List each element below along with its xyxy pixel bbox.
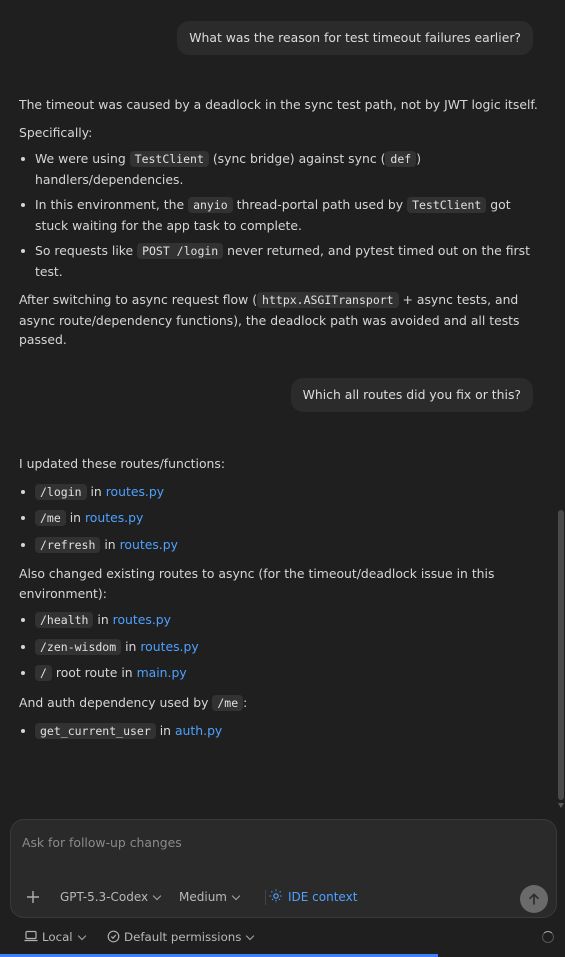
ide-context-toggle[interactable] — [269, 884, 357, 910]
effort-label: Medium — [179, 890, 227, 904]
inline-code: get_current_user — [35, 723, 156, 739]
effort-selector[interactable] — [179, 884, 239, 910]
chevron-down-icon — [153, 892, 161, 900]
bullet-list — [19, 610, 539, 684]
scroll-down-arrow-icon[interactable] — [558, 803, 564, 808]
send-button[interactable] — [520, 885, 548, 913]
permissions-label: Default permissions — [124, 930, 242, 944]
inline-code: TestClient — [130, 151, 209, 167]
scrollbar[interactable] — [557, 0, 565, 810]
file-link[interactable]: routes.py — [112, 612, 171, 627]
sparkle-icon — [269, 889, 283, 903]
model-selector[interactable] — [60, 884, 160, 910]
user-message-text: What was the reason for test timeout failures earlier? — [189, 30, 521, 45]
inline-code: /refresh — [35, 537, 100, 553]
inline-code: TestClient — [407, 197, 486, 213]
list-item: /health in routes.py — [19, 610, 539, 631]
user-message-text: Which all routes did you fix or this? — [302, 387, 521, 402]
inline-code: /me — [35, 510, 66, 526]
list-item: /login in routes.py — [19, 482, 539, 503]
list-item: In this environment, the anyio thread-portal path used by TestClient got stuck waiting for the app task to complete. — [19, 195, 539, 235]
inline-code: anyio — [188, 197, 233, 213]
inline-code: /me — [212, 695, 243, 711]
local-selector[interactable] — [24, 924, 85, 950]
inline-code: POST /login — [137, 243, 223, 259]
file-link[interactable]: routes.py — [105, 483, 165, 499]
list-item: /zen-wisdom in routes.py — [19, 637, 539, 658]
assistant-paragraph: After switching to async request flow ( httpx.ASGITransport + async tests, and async route/dependency functions), the deadlock path was avoided and all tests passed. — [19, 292, 520, 347]
list-item: /me in routes.py — [19, 508, 539, 529]
model-label: GPT-5.3-Codex — [60, 890, 149, 904]
assistant-paragraph: Also changed existing routes to async (for the timeout/deadlock issue in this environment): — [19, 566, 495, 601]
inline-code: /zen-wisdom — [35, 639, 121, 655]
user-message — [291, 378, 533, 412]
bullet-list — [19, 149, 539, 281]
shield-icon — [107, 930, 120, 943]
list-item: / root route in main.py — [19, 663, 539, 684]
toolbar-divider — [265, 890, 266, 905]
assistant-paragraph: And auth dependency used by /me : — [19, 694, 248, 710]
list-item: /refresh in routes.py — [19, 535, 539, 556]
composer — [10, 819, 557, 918]
chevron-down-icon — [232, 892, 240, 900]
assistant-paragraph: Specifically: — [19, 124, 93, 140]
laptop-icon — [24, 930, 38, 942]
user-message — [177, 21, 533, 55]
bullet-list — [19, 721, 539, 742]
list-item: We were using TestClient (sync bridge) against sync ( def ) handlers/dependencies. — [19, 149, 539, 189]
inline-code: def — [385, 151, 416, 167]
add-attachment-button[interactable] — [25, 884, 41, 910]
ide-context-label: IDE context — [288, 890, 358, 904]
plus-icon — [26, 890, 40, 904]
assistant-message — [19, 454, 539, 742]
inline-code: /login — [35, 484, 87, 500]
assistant-paragraph: I updated these routes/functions: — [19, 456, 226, 471]
list-item: So requests like POST /login never returned, and pytest timed out on the first test. — [19, 241, 539, 281]
chevron-down-icon — [246, 932, 254, 940]
file-link[interactable]: routes.py — [119, 536, 178, 552]
assistant-message — [19, 95, 539, 350]
composer-toolbar — [11, 884, 556, 910]
file-link[interactable]: main.py — [136, 665, 187, 680]
scrollbar-thumb[interactable] — [558, 510, 564, 800]
follow-up-input[interactable] — [22, 832, 522, 852]
arrow-up-icon — [527, 892, 541, 906]
inline-code: httpx.ASGITransport — [257, 292, 399, 308]
inline-code: /health — [35, 612, 93, 628]
list-item: get_current_user in auth.py — [19, 721, 539, 742]
status-bar — [0, 924, 565, 950]
permissions-selector[interactable] — [107, 924, 253, 950]
assistant-paragraph: The timeout was caused by a deadlock in the sync test path, not by JWT logic itself. — [19, 97, 538, 112]
file-link[interactable]: auth.py — [174, 723, 223, 738]
loading-spinner-icon — [542, 931, 554, 943]
file-link[interactable]: routes.py — [84, 510, 144, 525]
file-link[interactable]: routes.py — [140, 638, 199, 654]
local-label: Local — [42, 930, 73, 944]
bullet-list — [19, 482, 539, 556]
inline-code: / — [35, 665, 52, 681]
chevron-down-icon — [77, 932, 85, 940]
